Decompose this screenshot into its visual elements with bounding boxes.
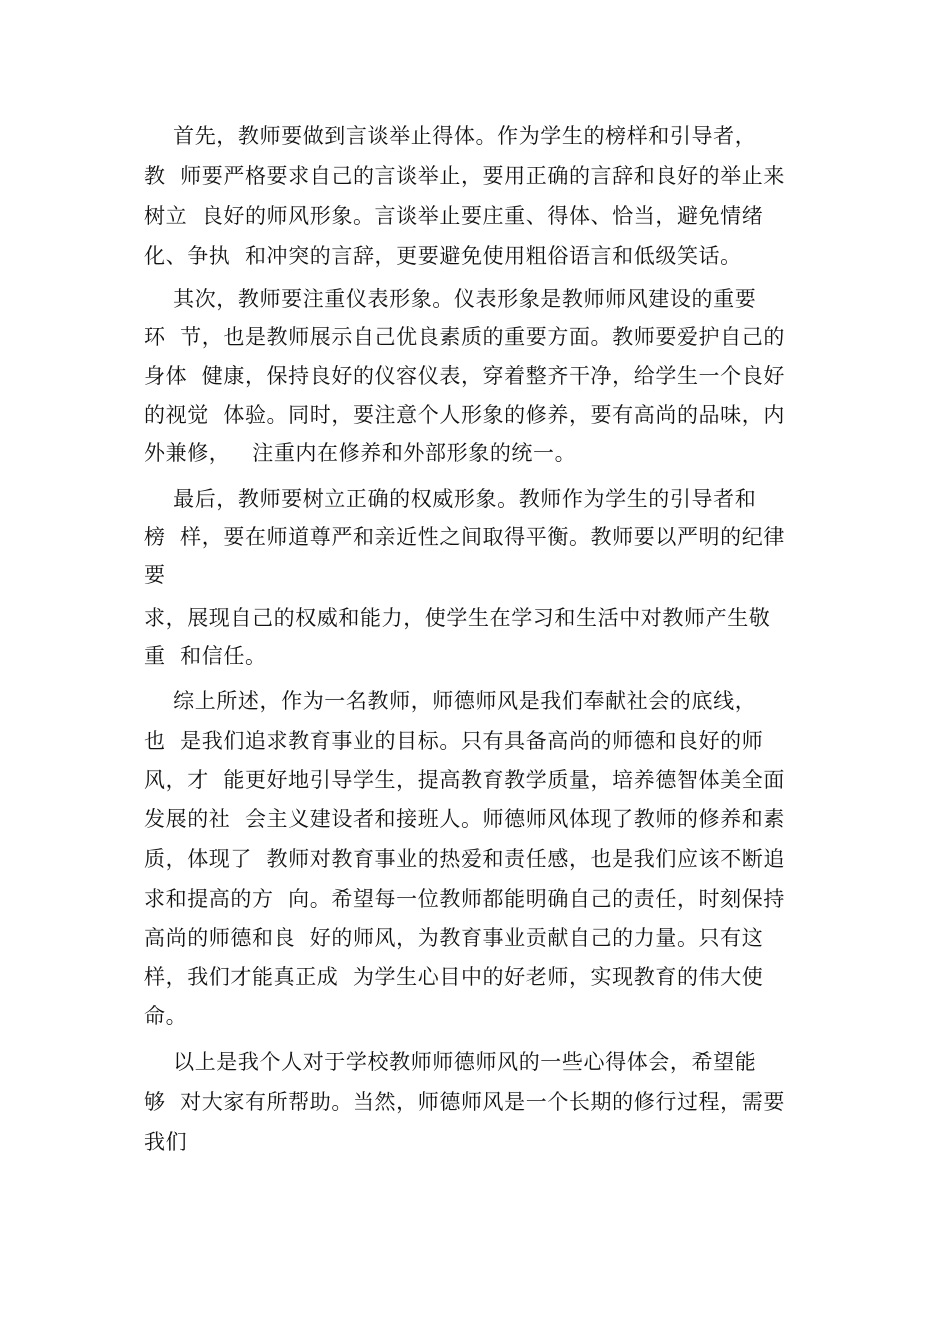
text-line: 其次，教师要注重仪表形象。仪表形象是教师师风建设的重要 [144,287,757,311]
text-line: 风，才 能更好地引导学生，提高教育教学质量，培养德智体美全面 [144,768,785,792]
text-line: 质，体现了 教师对教育事业的热爱和责任感，也是我们应该不断追 [144,847,785,871]
text-line: 也 是我们追求教育事业的目标。只有具备高尚的师德和良好的师 [144,729,764,753]
text-line: 综上所述，作为一名教师，师德师风是我们奉献社会的底线， [144,689,757,713]
text-line: 命。 [144,1004,188,1028]
text-line: 化、争执 和冲突的言辞，更要避免使用粗俗语言和低级笑话。 [144,244,742,268]
text-line: 教 师要严格要求自己的言谈举止，要用正确的言辞和良好的举止来 [144,164,785,188]
text-line: 外兼修， 注重内在修养和外部形象的统一。 [144,441,577,465]
text-line: 发展的社 会主义建设者和接班人。师德师风体现了教师的修养和素 [144,807,785,831]
text-line: 要 [144,563,166,587]
text-line: 最后，教师要树立正确的权威形象。教师作为学生的引导者和 [144,487,757,511]
text-line: 求，展现自己的权威和能力，使学生在学习和生活中对教师产生敬 [144,606,771,630]
text-line: 榜 样，要在师道尊严和亲近性之间取得平衡。教师要以严明的纪律 [144,525,785,549]
text-line: 求和提高的方 向。希望每一位教师都能明确自己的责任，时刻保持 [144,887,785,911]
text-line: 样，我们才能真正成 为学生心目中的好老师，实现教育的伟大使 [144,965,764,989]
text-line: 高尚的师德和良 好的师风，为教育事业贡献自己的力量。只有这 [144,926,764,950]
text-line: 树立 良好的师风形象。言谈举止要庄重、得体、恰当，避免情绪 [144,204,764,228]
text-line: 重 和信任。 [144,644,267,668]
text-line: 的视觉 体验。同时，要注意个人形象的修养，要有高尚的品味，内 [144,403,785,427]
text-line: 以上是我个人对于学校教师师德师风的一些心得体会，希望能 [144,1050,757,1074]
text-line: 首先，教师要做到言谈举止得体。作为学生的榜样和引导者， [144,124,757,148]
text-line: 够 对大家有所帮助。当然，师德师风是一个长期的修行过程，需要 [144,1090,785,1114]
text-line: 我们 [144,1130,188,1154]
text-line: 环 节，也是教师展示自己优良素质的重要方面。教师要爱护自己的 [144,325,785,349]
text-line: 身体 健康，保持良好的仪容仪表，穿着整齐干净，给学生一个良好 [144,364,785,388]
